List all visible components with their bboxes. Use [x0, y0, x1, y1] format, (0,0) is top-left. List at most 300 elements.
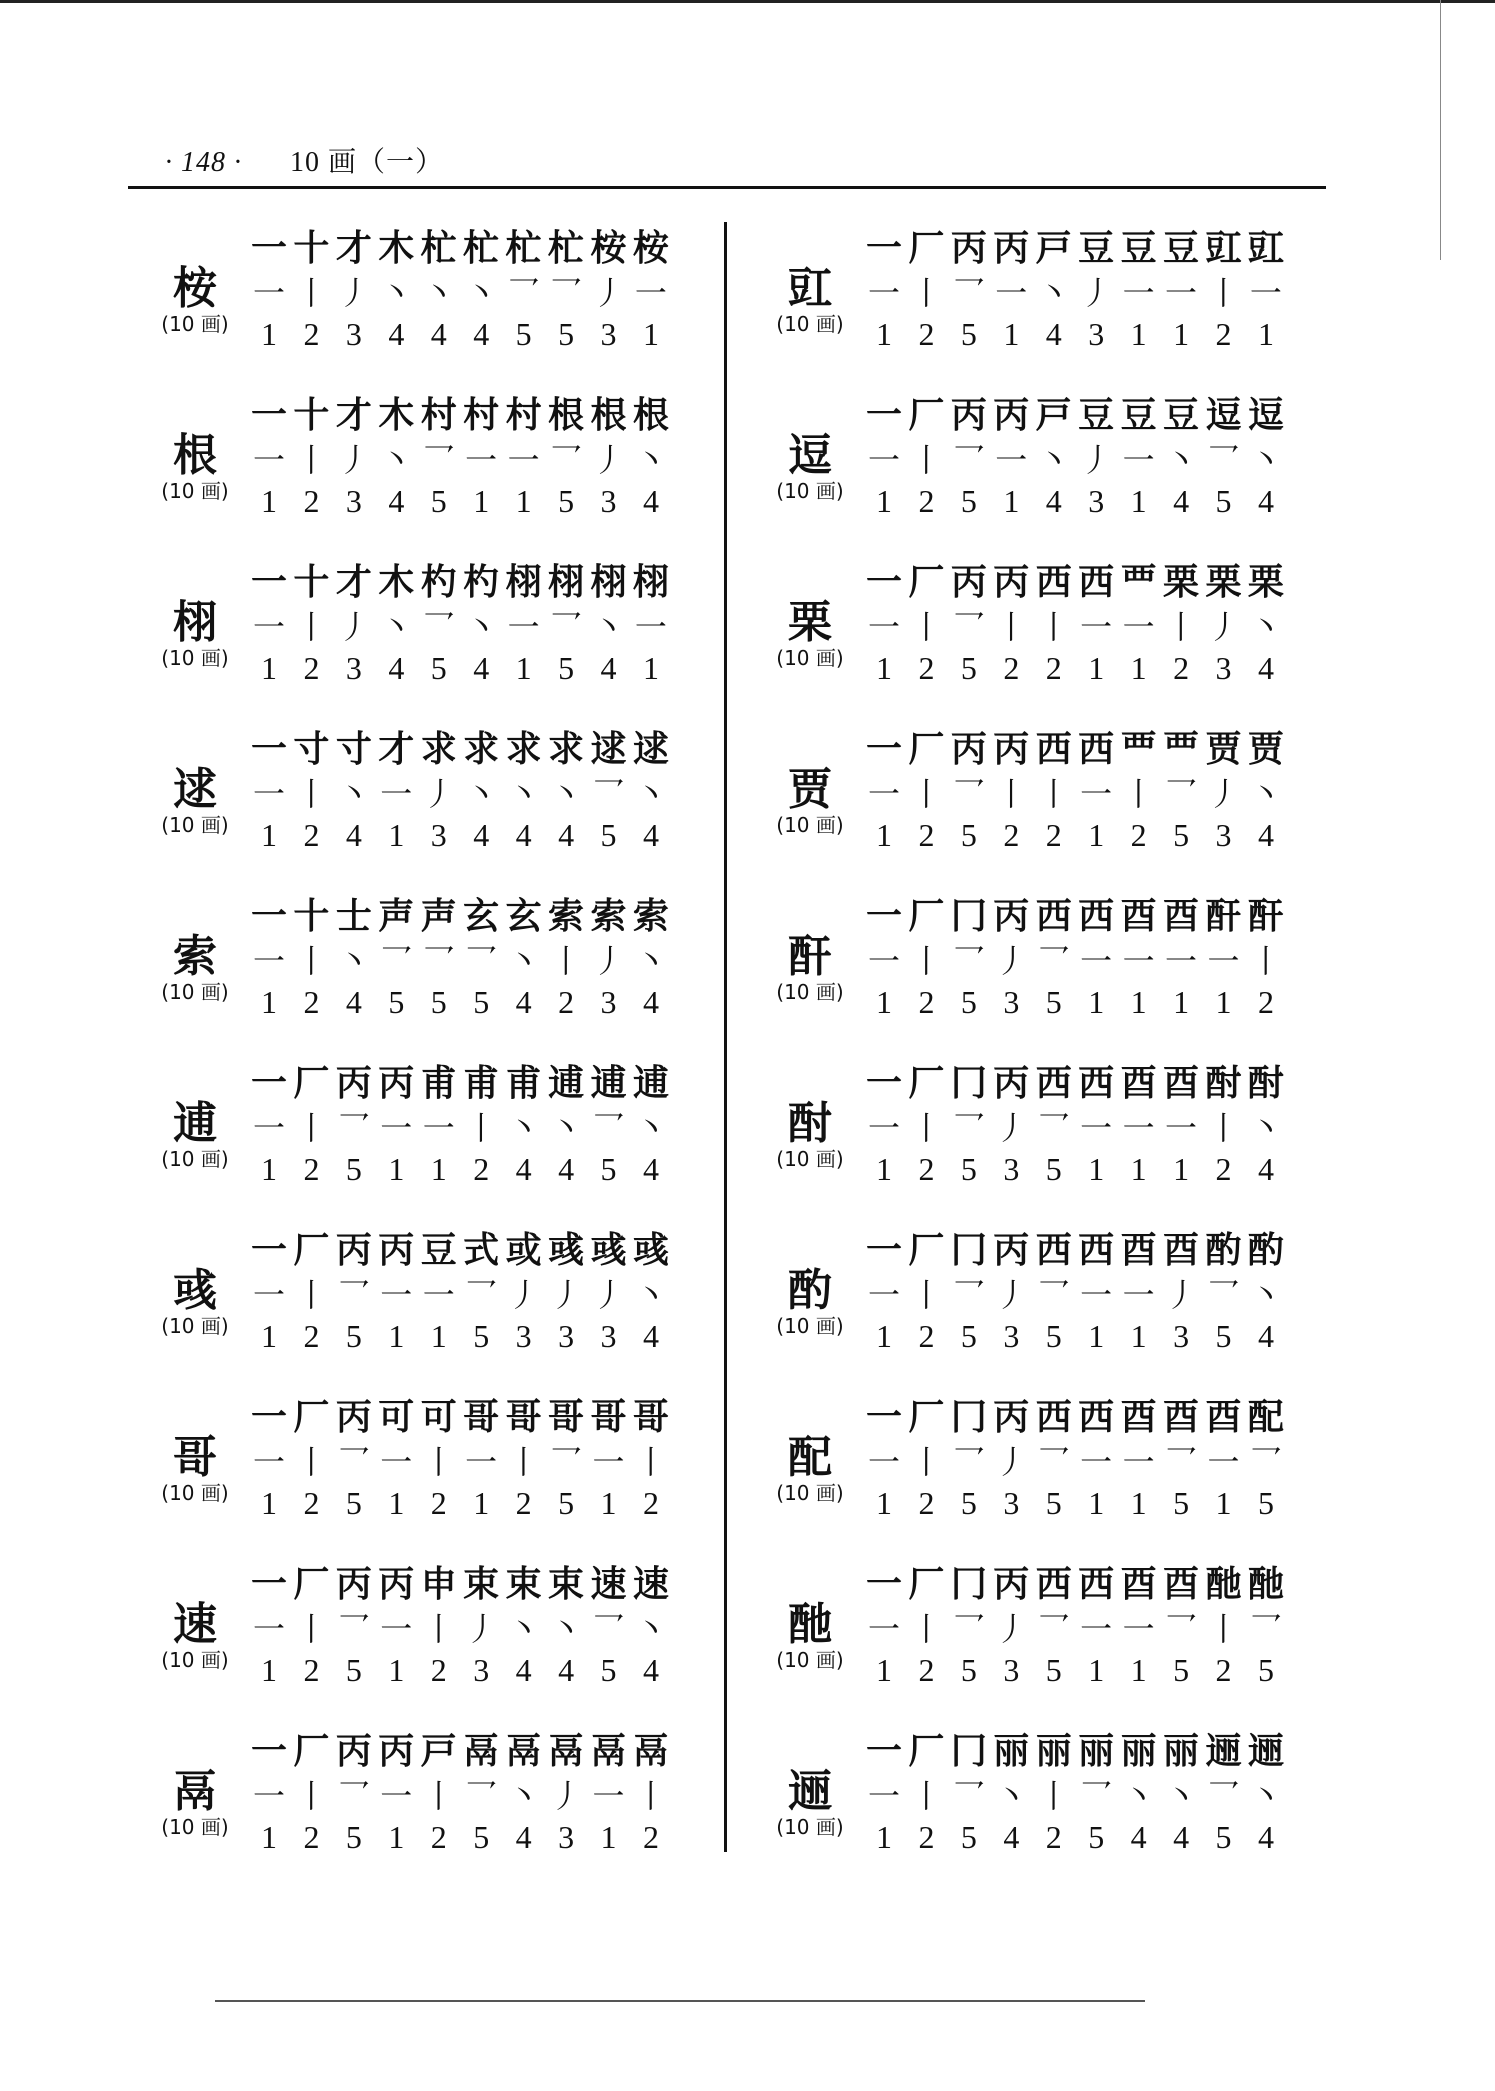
stroke-sequence-item: 一	[252, 1276, 285, 1314]
stroke-sequence-item: 丿	[337, 608, 370, 646]
stroke-code-sequence-item: 2	[1173, 650, 1190, 686]
stroke-code-sequence-item: 4	[642, 817, 659, 853]
stroke-sequence-item: 丨	[295, 1777, 328, 1815]
stroke-code-sequence	[250, 1819, 670, 1856]
stroke-progression-item: 酌	[1205, 1229, 1242, 1271]
stroke-progression-item: 杧	[548, 227, 585, 269]
stroke-progression	[865, 387, 1285, 438]
stroke-progression-item: 酉	[1205, 1396, 1242, 1438]
stroke-code-sequence-item: 5	[1215, 1819, 1232, 1855]
stroke-code-sequence-item: 1	[642, 316, 659, 352]
stroke-code-sequence-item: 1	[1130, 1485, 1147, 1521]
stroke-code-sequence-item: 5	[960, 1151, 977, 1187]
stroke-code-sequence-item: 2	[303, 1485, 320, 1521]
stroke-progression-item: 西	[1035, 895, 1072, 937]
stroke-progression-item: 丙	[950, 394, 987, 436]
stroke-code-sequence-item: 4	[515, 1151, 532, 1187]
stroke-code-sequence-item: 1	[1215, 1485, 1232, 1521]
stroke-sequence-item: 丶	[550, 1109, 583, 1147]
stroke-sequence-item: 丨	[910, 274, 943, 312]
stroke-sequence-item: 丶	[507, 1777, 540, 1815]
stroke-sequence-item: 丨	[910, 1443, 943, 1481]
stroke-count-label: (10 画)	[161, 1147, 229, 1171]
stroke-progression-item: 彧	[632, 1229, 669, 1271]
stroke-progression-item: 彧	[590, 1229, 627, 1271]
stroke-code-sequence-item: 1	[261, 984, 277, 1020]
stroke-code-sequence-item: 1	[1088, 817, 1105, 853]
stroke-progression-item: 鬲	[590, 1730, 627, 1772]
stroke-sequence-item: 一	[867, 274, 900, 312]
stroke-code-sequence-item: 1	[515, 483, 532, 519]
stroke-progression-item: 厂	[293, 1229, 330, 1271]
stroke-code-sequence-item: 5	[558, 1485, 575, 1521]
stroke-code-sequence-item: 4	[1257, 1819, 1274, 1855]
stroke-code-sequence-item: 5	[345, 1485, 362, 1521]
stroke-sequence-item: 丨	[910, 1109, 943, 1147]
stroke-code-sequence-item: 1	[1088, 1652, 1105, 1688]
stroke-code-sequence-item: 4	[388, 483, 405, 519]
stroke-sequence-item: 一	[1122, 1109, 1155, 1147]
stroke-sequence-item: 丨	[995, 608, 1028, 646]
char-entry	[745, 878, 1345, 1045]
stroke-progression-item: 一	[250, 561, 287, 603]
stroke-sequence-item: 乛	[952, 942, 985, 980]
stroke-count-label: (10 画)	[161, 1648, 229, 1672]
stroke-sequence-item: 丶	[550, 775, 583, 813]
stroke-progression-item: 杧	[463, 227, 500, 269]
stroke-sequence-item: 一	[465, 1443, 498, 1481]
stroke-sequence-item: 丶	[634, 775, 667, 813]
stroke-sequence-item: 乛	[952, 441, 985, 479]
stroke-code-sequence-item: 3	[558, 1318, 575, 1354]
stroke-code-sequence-item: 1	[1088, 1485, 1105, 1521]
stroke-progression-item: 冂	[950, 1396, 987, 1438]
char-entry	[130, 1379, 730, 1546]
stroke-code-sequence-item: 3	[600, 1318, 617, 1354]
char-entry	[130, 878, 730, 1045]
stroke-sequence-item: 乛	[952, 1777, 985, 1815]
stroke-progression-item: 桉	[590, 227, 627, 269]
stroke-progression-item: 丙	[378, 1563, 415, 1605]
stroke-progression-item: 丙	[335, 1229, 372, 1271]
stroke-sequence-item: 一	[1122, 608, 1155, 646]
stroke-code-sequence-item: 4	[1003, 1819, 1020, 1855]
stroke-count-label: (10 画)	[161, 1314, 229, 1338]
char-entry	[130, 1045, 730, 1212]
stroke-sequence	[865, 435, 1285, 481]
stroke-progression-item: 索	[548, 895, 585, 937]
stroke-sequence-item: 丿	[592, 441, 625, 479]
stroke-progression-item: 一	[865, 1563, 902, 1605]
stroke-sequence-item: 乛	[1165, 1610, 1198, 1648]
stroke-sequence-item: 乛	[952, 1610, 985, 1648]
stroke-progression-item: 丙	[950, 561, 987, 603]
stroke-code-sequence-item: 2	[918, 316, 935, 352]
stroke-sequence-item: 一	[1249, 274, 1282, 312]
head-character: 酌	[788, 1265, 832, 1316]
stroke-sequence	[865, 1270, 1285, 1316]
stroke-sequence-item: 丨	[295, 608, 328, 646]
head-character: 哥	[173, 1432, 217, 1483]
stroke-code-sequence-item: 5	[473, 984, 490, 1020]
stroke-code-sequence-item: 1	[473, 1485, 490, 1521]
head-character: 逦	[788, 1766, 832, 1817]
stroke-sequence-item: 丿	[1207, 608, 1240, 646]
stroke-code-sequence-item: 2	[473, 1151, 490, 1187]
stroke-progression-item: 逗	[1247, 394, 1284, 436]
stroke-code-sequence-item: 2	[1215, 1151, 1232, 1187]
stroke-sequence-item: 一	[1080, 1109, 1113, 1147]
stroke-progression-item: 栗	[1163, 561, 1200, 603]
char-entry	[130, 1713, 730, 1880]
stroke-sequence-item: 丿	[995, 942, 1028, 980]
stroke-code-sequence-item: 5	[515, 316, 532, 352]
stroke-sequence-item: 丶	[465, 775, 498, 813]
head-character: 贾	[788, 764, 832, 815]
stroke-code-sequence-item: 1	[261, 316, 277, 352]
stroke-sequence-item: 一	[867, 608, 900, 646]
stroke-code-sequence-item: 3	[473, 1652, 490, 1688]
stroke-sequence-item: 一	[1080, 942, 1113, 980]
stroke-code-sequence-item: 3	[1215, 817, 1232, 853]
stroke-progression-item: 冂	[950, 1229, 987, 1271]
stroke-sequence-item: 丶	[1249, 608, 1282, 646]
stroke-progression-item: 西	[1078, 895, 1115, 937]
stroke-count-label: (10 画)	[776, 1481, 844, 1505]
stroke-code-sequence-item: 3	[600, 483, 617, 519]
stroke-progression-item: 酉	[1163, 1229, 1200, 1271]
stroke-sequence-item: 丶	[995, 1777, 1028, 1815]
stroke-sequence-item: 乛	[1080, 1777, 1113, 1815]
stroke-code-sequence	[865, 1485, 1285, 1522]
stroke-code-sequence-item: 5	[1045, 1151, 1062, 1187]
stroke-sequence-item: 一	[252, 775, 285, 813]
stroke-progression-item: 求	[505, 728, 542, 770]
stroke-sequence-item: 乛	[1249, 1443, 1282, 1481]
stroke-progression-item: 厂	[908, 1563, 945, 1605]
stroke-code-sequence-item: 1	[261, 650, 277, 686]
stroke-progression-item: 甫	[420, 1062, 457, 1104]
stroke-sequence-item: 一	[592, 1777, 625, 1815]
stroke-progression	[250, 1389, 670, 1440]
stroke-code-sequence-item: 4	[388, 316, 405, 352]
stroke-sequence-item: 一	[252, 1443, 285, 1481]
stroke-progression-item: 西	[1035, 561, 1072, 603]
stroke-sequence-item: 乛	[550, 1443, 583, 1481]
stroke-progression-item: 丙	[993, 394, 1030, 436]
stroke-progression-item: 十	[293, 227, 330, 269]
head-character: 彧	[173, 1265, 217, 1316]
stroke-sequence-item: 乛	[1037, 942, 1070, 980]
stroke-progression-item: 酉	[1120, 1229, 1157, 1271]
stroke-code-sequence-item: 4	[642, 1652, 659, 1688]
char-entry	[745, 1713, 1345, 1880]
stroke-progression-item: 丙	[378, 1730, 415, 1772]
stroke-sequence-item: 一	[507, 608, 540, 646]
stroke-code-sequence-item: 4	[430, 316, 447, 352]
head-character: 豇	[788, 263, 832, 314]
stroke-code-sequence-item: 2	[918, 650, 935, 686]
stroke-sequence	[865, 936, 1285, 982]
stroke-progression-item: 一	[250, 1396, 287, 1438]
stroke-progression-item: 丽	[1035, 1730, 1072, 1772]
stroke-sequence-item: 丨	[550, 942, 583, 980]
stroke-code-sequence-item: 4	[558, 817, 575, 853]
stroke-sequence-item: 一	[1165, 1109, 1198, 1147]
stroke-sequence-item: 一	[422, 1109, 455, 1147]
stroke-progression-item: 栩	[548, 561, 585, 603]
stroke-code-sequence-item: 2	[918, 1151, 935, 1187]
stroke-progression-item: 豆	[1163, 227, 1200, 269]
stroke-code-sequence-item: 2	[515, 1485, 532, 1521]
stroke-sequence-item: 一	[252, 608, 285, 646]
stroke-progression-item: 逑	[632, 728, 669, 770]
stroke-sequence-item: 丨	[1037, 608, 1070, 646]
stroke-sequence-item: 乛	[1207, 441, 1240, 479]
stroke-sequence-item: 丨	[634, 1443, 667, 1481]
stroke-sequence-item: 丨	[295, 1610, 328, 1648]
stroke-code-sequence-item: 3	[345, 483, 362, 519]
stroke-progression-item: 丙	[993, 1229, 1030, 1271]
stroke-code-sequence-item: 3	[430, 817, 447, 853]
stroke-code-sequence-item: 2	[918, 1485, 935, 1521]
stroke-code-sequence-item: 1	[388, 817, 405, 853]
stroke-progression-item: 豆	[1120, 227, 1157, 269]
stroke-progression-item: 逦	[1247, 1730, 1284, 1772]
stroke-code-sequence-item: 3	[1088, 316, 1105, 352]
stroke-code-sequence-item: 2	[303, 1652, 320, 1688]
stroke-code-sequence-item: 5	[960, 483, 977, 519]
stroke-sequence-item: 丶	[634, 1610, 667, 1648]
stroke-progression-item: 才	[335, 394, 372, 436]
stroke-sequence-item: 丿	[995, 1109, 1028, 1147]
stroke-progression-item: 才	[378, 728, 415, 770]
left-column	[130, 210, 730, 1880]
stroke-sequence-item: 一	[1165, 942, 1198, 980]
stroke-code-sequence-item: 2	[1215, 316, 1232, 352]
stroke-sequence-item: 丿	[550, 1777, 583, 1815]
stroke-sequence	[250, 1437, 670, 1483]
stroke-progression-item: 丽	[1120, 1730, 1157, 1772]
stroke-sequence-item: 一	[867, 1443, 900, 1481]
stroke-code-sequence-item: 5	[600, 1652, 617, 1688]
stroke-progression-item: 木	[378, 561, 415, 603]
stroke-sequence-item: 丶	[592, 608, 625, 646]
stroke-sequence-item: 丨	[1207, 1610, 1240, 1648]
stroke-code-sequence-item: 1	[876, 316, 892, 352]
stroke-code-sequence-item: 3	[1003, 984, 1020, 1020]
stroke-progression-item: 西	[1035, 728, 1072, 770]
stroke-code-sequence-item: 3	[1173, 1318, 1190, 1354]
stroke-sequence-item: 丨	[995, 775, 1028, 813]
stroke-progression-item: 一	[865, 1396, 902, 1438]
stroke-progression-item: 豆	[1078, 227, 1115, 269]
stroke-progression-item: 十	[293, 561, 330, 603]
stroke-progression-item: 西	[1078, 1396, 1115, 1438]
stroke-code-sequence-item: 1	[1215, 984, 1232, 1020]
stroke-sequence-item: 丶	[634, 1276, 667, 1314]
stroke-code-sequence-item: 1	[876, 817, 892, 853]
stroke-sequence-item: 乛	[1037, 1276, 1070, 1314]
stroke-sequence-item: 丶	[1165, 441, 1198, 479]
stroke-progression-item: 逋	[632, 1062, 669, 1104]
stroke-code-sequence-item: 2	[642, 1819, 659, 1855]
char-entry	[745, 544, 1345, 711]
stroke-sequence-item: 一	[1122, 1610, 1155, 1648]
stroke-progression-item: 丙	[335, 1730, 372, 1772]
page-header	[165, 140, 444, 180]
stroke-progression-item: 酉	[1120, 895, 1157, 937]
stroke-code-sequence-item: 1	[1130, 650, 1147, 686]
stroke-code-sequence-item: 2	[642, 1485, 659, 1521]
stroke-sequence-item: 一	[1122, 441, 1155, 479]
stroke-sequence-item: 一	[867, 775, 900, 813]
stroke-code-sequence-item: 4	[515, 817, 532, 853]
stroke-sequence-item: 一	[867, 1610, 900, 1648]
stroke-sequence-item: 一	[507, 441, 540, 479]
stroke-progression	[250, 721, 670, 772]
stroke-sequence-item: 一	[634, 274, 667, 312]
stroke-progression-item: 冂	[950, 1062, 987, 1104]
stroke-code-sequence-item: 3	[515, 1318, 532, 1354]
stroke-sequence-item: 乛	[1165, 775, 1198, 813]
stroke-progression-item: 根	[632, 394, 669, 436]
stroke-sequence-item: 一	[380, 1109, 413, 1147]
stroke-code-sequence-item: 1	[1130, 1652, 1147, 1688]
stroke-progression-item: 酎	[1205, 1062, 1242, 1104]
stroke-sequence	[250, 268, 670, 314]
stroke-sequence-item: 丶	[337, 942, 370, 980]
stroke-sequence-item: 丿	[1080, 274, 1113, 312]
stroke-code-sequence-item: 1	[388, 1151, 405, 1187]
header-rule	[128, 186, 1326, 189]
stroke-code-sequence-item: 5	[600, 817, 617, 853]
stroke-sequence	[250, 769, 670, 815]
stroke-sequence-item: 丨	[1207, 1109, 1240, 1147]
stroke-sequence-item: 丶	[1249, 441, 1282, 479]
stroke-sequence-item: 一	[1122, 1276, 1155, 1314]
stroke-sequence-item: 一	[1122, 942, 1155, 980]
stroke-code-sequence-item: 5	[558, 650, 575, 686]
stroke-sequence-item: 丶	[465, 608, 498, 646]
stroke-sequence-item: 一	[1122, 1443, 1155, 1481]
stroke-sequence-item: 乛	[952, 608, 985, 646]
stroke-sequence-item: 丶	[1249, 775, 1282, 813]
stroke-sequence-item: 丶	[1165, 1777, 1198, 1815]
stroke-sequence-item: 乛	[952, 1109, 985, 1147]
stroke-progression-item: 一	[250, 895, 287, 937]
stroke-progression-item: 束	[505, 1563, 542, 1605]
stroke-sequence	[250, 435, 670, 481]
stroke-sequence-item: 乛	[380, 942, 413, 980]
stroke-progression-item: 哥	[505, 1396, 542, 1438]
stroke-progression-item: 戸	[1035, 394, 1072, 436]
stroke-progression-item: 酉	[1163, 1062, 1200, 1104]
stroke-sequence-item: 丶	[465, 274, 498, 312]
stroke-code-sequence-item: 1	[876, 1819, 892, 1855]
stroke-code-sequence-item: 4	[515, 1652, 532, 1688]
stroke-sequence-item: 一	[1207, 942, 1240, 980]
char-entry	[130, 377, 730, 544]
stroke-sequence-item: 丨	[1122, 775, 1155, 813]
stroke-code-sequence-item: 5	[430, 650, 447, 686]
stroke-code-sequence-item: 1	[876, 483, 892, 519]
stroke-progression-item: 一	[250, 227, 287, 269]
stroke-sequence	[865, 1437, 1285, 1483]
stroke-progression-item: 一	[250, 394, 287, 436]
stroke-code-sequence-item: 1	[1003, 316, 1020, 352]
stroke-code-sequence-item: 1	[600, 1485, 617, 1521]
stroke-sequence-item: 一	[1207, 1443, 1240, 1481]
stroke-code-sequence-item: 4	[1045, 483, 1062, 519]
stroke-code-sequence-item: 4	[1173, 483, 1190, 519]
stroke-sequence-item: 乛	[1037, 1109, 1070, 1147]
stroke-code-sequence	[250, 1151, 670, 1188]
stroke-code-sequence-item: 1	[1173, 1151, 1190, 1187]
stroke-code-sequence-item: 1	[1003, 483, 1020, 519]
stroke-code-sequence-item: 1	[876, 1652, 892, 1688]
stroke-progression-item: 甫	[505, 1062, 542, 1104]
stroke-count-label: (10 画)	[776, 1648, 844, 1672]
stroke-code-sequence-item: 1	[473, 483, 490, 519]
stroke-code-sequence-item: 3	[558, 1819, 575, 1855]
stroke-sequence-item: 丶	[634, 942, 667, 980]
stroke-sequence-item: 丿	[592, 942, 625, 980]
stroke-progression-item: 酉	[1120, 1396, 1157, 1438]
stroke-progression-item: 丙	[335, 1563, 372, 1605]
stroke-code-sequence-item: 4	[1257, 1151, 1274, 1187]
stroke-progression-item: 栗	[1205, 561, 1242, 603]
stroke-count-label: (10 画)	[161, 1815, 229, 1839]
stroke-code-sequence-item: 1	[1130, 483, 1147, 519]
stroke-progression-item: 速	[632, 1563, 669, 1605]
stroke-sequence-item: 乛	[465, 1276, 498, 1314]
stroke-progression-item: 可	[378, 1396, 415, 1438]
stroke-sequence-item: 乛	[337, 1443, 370, 1481]
stroke-progression-item: 西	[1078, 728, 1115, 770]
stroke-progression-item: 酉	[1120, 1563, 1157, 1605]
stroke-code-sequence	[865, 817, 1285, 854]
stroke-progression-item: 或	[505, 1229, 542, 1271]
stroke-code-sequence-item: 5	[430, 483, 447, 519]
char-entry	[745, 1045, 1345, 1212]
stroke-sequence-item: 一	[380, 1610, 413, 1648]
stroke-code-sequence-item: 1	[1130, 984, 1147, 1020]
stroke-code-sequence-item: 2	[430, 1652, 447, 1688]
char-entry	[130, 1546, 730, 1713]
stroke-progression-item: 一	[865, 1730, 902, 1772]
stroke-progression-item: 丙	[993, 227, 1030, 269]
stroke-sequence-item: 丶	[380, 441, 413, 479]
head-character: 逗	[788, 430, 832, 481]
stroke-progression-item: 西	[1078, 1229, 1115, 1271]
stroke-sequence-item: 丨	[910, 1777, 943, 1815]
stroke-progression-item: 厂	[293, 1730, 330, 1772]
stroke-progression-item: 村	[420, 394, 457, 436]
stroke-code-sequence-item: 1	[876, 650, 892, 686]
stroke-sequence-item: 一	[252, 441, 285, 479]
stroke-code-sequence-item: 3	[1088, 483, 1105, 519]
stroke-code-sequence-item: 3	[1003, 1652, 1020, 1688]
stroke-code-sequence-item: 1	[388, 1318, 405, 1354]
stroke-code-sequence-item: 2	[303, 650, 320, 686]
stroke-code-sequence-item: 2	[303, 483, 320, 519]
stroke-sequence-item: 丨	[910, 608, 943, 646]
stroke-code-sequence-item: 5	[960, 316, 977, 352]
stroke-code-sequence-item: 4	[388, 650, 405, 686]
stroke-sequence-item: 丿	[1080, 441, 1113, 479]
stroke-progression-item: 寸	[293, 728, 330, 770]
